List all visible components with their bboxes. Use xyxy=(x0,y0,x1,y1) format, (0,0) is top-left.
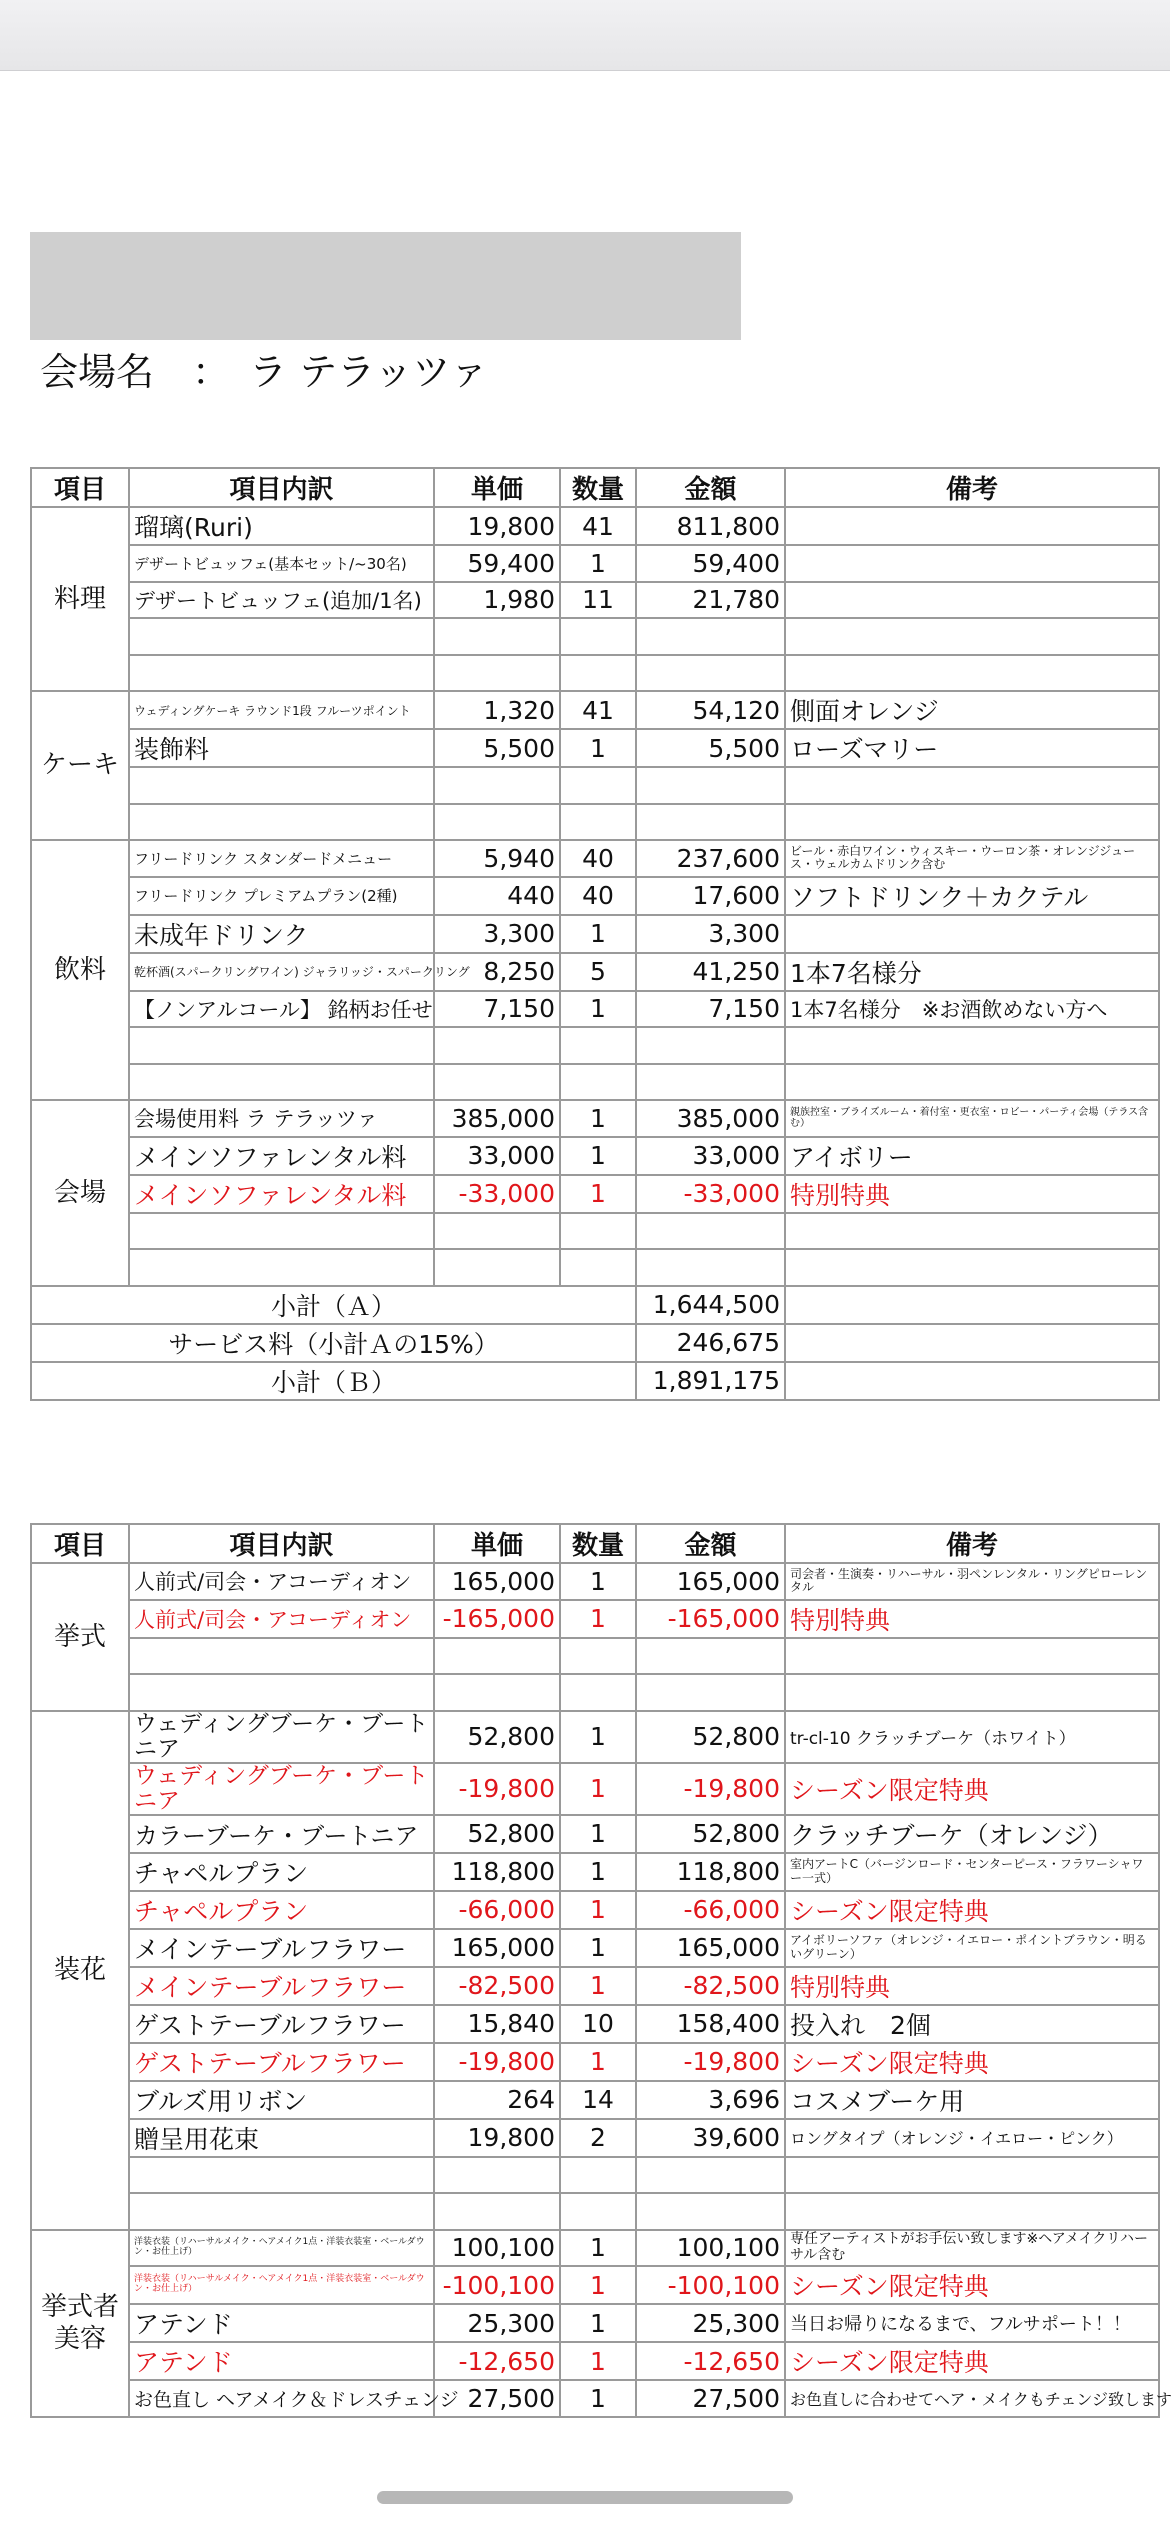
qty-cell: 1 xyxy=(560,1137,636,1175)
price-cell: 7,150 xyxy=(434,991,560,1028)
price-cell: 5,940 xyxy=(434,840,560,877)
header-price: 単価 xyxy=(434,1524,560,1563)
table-row xyxy=(31,545,1159,582)
table-row xyxy=(31,877,1159,915)
amount-cell: 21,780 xyxy=(636,582,785,619)
table-row xyxy=(31,953,1159,991)
amount-cell: 237,600 xyxy=(636,840,785,877)
amount-cell: 33,000 xyxy=(636,1137,785,1175)
table-row-empty xyxy=(31,767,1159,804)
amount-cell: 59,400 xyxy=(636,545,785,582)
amount-cell: 39,600 xyxy=(636,2119,785,2157)
qty-cell: 14 xyxy=(560,2081,636,2119)
price-cell: -33,000 xyxy=(434,1175,560,1213)
note-cell xyxy=(785,545,1159,582)
amount-cell: 25,300 xyxy=(636,2304,785,2342)
item-cell: デザートビュッフェ(追加/1名) xyxy=(129,582,434,619)
amount-cell: 385,000 xyxy=(636,1100,785,1137)
price-cell: 52,800 xyxy=(434,1711,560,1763)
item-cell: アテンド xyxy=(129,2304,434,2342)
note-cell: tr-cl-10 クラッチブーケ（ホワイト） xyxy=(785,1711,1159,1763)
qty-cell: 1 xyxy=(560,2230,636,2267)
note-cell xyxy=(785,915,1159,953)
amount-cell: 5,500 xyxy=(636,729,785,767)
price-cell: 118,800 xyxy=(434,1853,560,1891)
subtotal-a-row xyxy=(31,1286,1159,1324)
note-cell: 側面オレンジ xyxy=(785,691,1159,729)
qty-cell: 41 xyxy=(560,691,636,729)
note-cell: ローズマリー xyxy=(785,729,1159,767)
qty-cell: 1 xyxy=(560,1763,636,1815)
table-row-discount xyxy=(31,2043,1159,2081)
price-cell: 19,800 xyxy=(434,2119,560,2157)
note-cell: コスメブーケ用 xyxy=(785,2081,1159,2119)
amount-cell: 158,400 xyxy=(636,2005,785,2043)
table-row xyxy=(31,1711,1159,1763)
table-row xyxy=(31,840,1159,877)
note-cell: 専任アーティストがお手伝い致します※ヘアメイクリハーサル含む xyxy=(785,2230,1159,2267)
qty-cell: 1 xyxy=(560,545,636,582)
header-category: 項目 xyxy=(31,1524,129,1563)
table-row-empty xyxy=(31,1249,1159,1286)
table-row xyxy=(31,1815,1159,1853)
qty-cell: 40 xyxy=(560,877,636,915)
table-row xyxy=(31,691,1159,729)
estimate-table-2 xyxy=(30,1523,1172,2418)
price-cell: 33,000 xyxy=(434,1137,560,1175)
subtotal-a-amount: 1,644,500 xyxy=(636,1286,785,1324)
amount-cell: 3,300 xyxy=(636,915,785,953)
note-cell: 司会者・生演奏・リハーサル・羽ペンレンタル・リングピローレンタル xyxy=(785,1563,1159,1600)
table-row xyxy=(31,1563,1159,1600)
venue-name: 会場名 ： ラ テラッツァ xyxy=(40,350,488,394)
table-row xyxy=(31,1137,1159,1175)
header-amount: 金額 xyxy=(636,1524,785,1563)
subtotal-b-amount: 1,891,175 xyxy=(636,1362,785,1400)
table-row-discount xyxy=(31,2342,1159,2380)
note-cell: シーズン限定特典 xyxy=(785,2266,1159,2304)
price-cell: 1,320 xyxy=(434,691,560,729)
header-qty: 数量 xyxy=(560,468,636,507)
note-cell xyxy=(785,507,1159,545)
price-cell: 15,840 xyxy=(434,2005,560,2043)
qty-cell: 1 xyxy=(560,1711,636,1763)
estimate-table-1 xyxy=(30,467,1160,1401)
qty-cell: 1 xyxy=(560,2043,636,2081)
amount-cell: -33,000 xyxy=(636,1175,785,1213)
item-cell: 【ノンアルコール】 銘柄お任せ xyxy=(129,991,434,1028)
amount-cell: 54,120 xyxy=(636,691,785,729)
table-row xyxy=(31,2119,1159,2157)
item-cell: メインテーブルフラワー xyxy=(129,1929,434,1967)
qty-cell: 1 xyxy=(560,915,636,953)
price-cell: -100,100 xyxy=(434,2266,560,2304)
note-cell xyxy=(785,582,1159,619)
note-cell: シーズン限定特典 xyxy=(785,2043,1159,2081)
qty-cell: 1 xyxy=(560,1853,636,1891)
qty-cell: 1 xyxy=(560,2342,636,2380)
table-header-row xyxy=(31,468,1159,507)
amount-cell: 118,800 xyxy=(636,1853,785,1891)
amount-cell: -165,000 xyxy=(636,1600,785,1638)
table-row xyxy=(31,507,1159,545)
amount-cell: 811,800 xyxy=(636,507,785,545)
amount-cell: -19,800 xyxy=(636,2043,785,2081)
amount-cell: 165,000 xyxy=(636,1563,785,1600)
table-row-discount xyxy=(31,1175,1159,1213)
amount-cell: 27,500 xyxy=(636,2380,785,2417)
table-row xyxy=(31,2380,1159,2417)
table-row xyxy=(31,2304,1159,2342)
item-cell: カラーブーケ・ブートニア xyxy=(129,1815,434,1853)
price-cell: 1,980 xyxy=(434,582,560,619)
subtotal-b-row xyxy=(31,1362,1159,1400)
table-row-empty xyxy=(31,655,1159,692)
item-cell: チャペルプラン xyxy=(129,1891,434,1929)
qty-cell: 1 xyxy=(560,1929,636,1967)
table-row-empty xyxy=(31,1213,1159,1250)
table-row xyxy=(31,2005,1159,2043)
item-cell: ゲストテーブルフラワー xyxy=(129,2005,434,2043)
note-cell: 室内アートC（バージンロード・センターピース・フラワーシャワー一式） xyxy=(785,1853,1159,1891)
table-row xyxy=(31,915,1159,953)
price-cell: 385,000 xyxy=(434,1100,560,1137)
item-cell: アテンド xyxy=(129,2342,434,2380)
service-charge-row xyxy=(31,1324,1159,1362)
item-cell: メインソファレンタル料 xyxy=(129,1175,434,1213)
redacted-block xyxy=(30,232,741,340)
qty-cell: 1 xyxy=(560,1175,636,1213)
table-header-row xyxy=(31,1524,1159,1563)
note-cell: アイボリー xyxy=(785,1137,1159,1175)
table-row-empty xyxy=(31,618,1159,655)
qty-cell: 1 xyxy=(560,1891,636,1929)
horizontal-scrollbar[interactable] xyxy=(377,2491,793,2504)
price-cell: 59,400 xyxy=(434,545,560,582)
table-row-empty xyxy=(31,1064,1159,1101)
qty-cell: 2 xyxy=(560,2119,636,2157)
item-cell: 未成年ドリンク xyxy=(129,915,434,953)
item-cell: フリードリンク プレミアムプラン(2種) xyxy=(129,877,434,915)
item-cell: 贈呈用花束 xyxy=(129,2119,434,2157)
amount-cell: -12,650 xyxy=(636,2342,785,2380)
item-cell: 人前式/司会・アコーディオン xyxy=(129,1600,434,1638)
price-cell: 3,300 xyxy=(434,915,560,953)
note-cell: アイボリーソファ（オレンジ・イエロー・ポイントブラウン・明るいグリーン） xyxy=(785,1929,1159,1967)
price-cell: -82,500 xyxy=(434,1967,560,2005)
item-cell: デザートビュッフェ(基本セット/~30名) xyxy=(129,545,434,582)
table-row-empty xyxy=(31,2157,1159,2194)
header-price: 単価 xyxy=(434,468,560,507)
qty-cell: 1 xyxy=(560,991,636,1028)
amount-cell: 17,600 xyxy=(636,877,785,915)
item-cell: 乾杯酒(スパークリングワイン) ジャラリッジ・スパークリング xyxy=(129,953,434,991)
qty-cell: 1 xyxy=(560,2304,636,2342)
price-cell: 27,500 xyxy=(434,2380,560,2417)
note-cell: シーズン限定特典 xyxy=(785,2342,1159,2380)
item-cell: 人前式/司会・アコーディオン xyxy=(129,1563,434,1600)
table-row xyxy=(31,582,1159,619)
qty-cell: 1 xyxy=(560,729,636,767)
item-cell: メインソファレンタル料 xyxy=(129,1137,434,1175)
price-cell: 100,100 xyxy=(434,2230,560,2267)
note-cell: 投入れ 2個 xyxy=(785,2005,1159,2043)
item-cell: 会場使用料 ラ テラッツァ xyxy=(129,1100,434,1137)
note-cell: シーズン限定特典 xyxy=(785,1763,1159,1815)
price-cell: 264 xyxy=(434,2081,560,2119)
item-cell: メインテーブルフラワー xyxy=(129,1967,434,2005)
amount-cell: -82,500 xyxy=(636,1967,785,2005)
header-amount: 金額 xyxy=(636,468,785,507)
table-row-empty xyxy=(31,1674,1159,1711)
item-cell: フリードリンク スタンダードメニュー xyxy=(129,840,434,877)
table-row-empty xyxy=(31,1638,1159,1675)
note-cell: 1本7名様分 ※お酒飲めない方へ xyxy=(785,991,1159,1028)
header-category: 項目 xyxy=(31,468,129,507)
price-cell: -19,800 xyxy=(434,1763,560,1815)
category-cell: 料理 xyxy=(31,507,129,691)
qty-cell: 41 xyxy=(560,507,636,545)
item-cell: お色直し ヘアメイク＆ドレスチェンジ xyxy=(129,2380,434,2417)
item-cell: 瑠璃(Ruri) xyxy=(129,507,434,545)
item-cell: 装飾料 xyxy=(129,729,434,767)
service-charge-label: サービス料（小計Ａの15%） xyxy=(31,1324,636,1362)
category-cell: 会場 xyxy=(31,1100,129,1286)
status-bar xyxy=(0,0,1170,71)
note-cell: クラッチブーケ（オレンジ） xyxy=(785,1815,1159,1853)
price-cell: -66,000 xyxy=(434,1891,560,1929)
amount-cell: -19,800 xyxy=(636,1763,785,1815)
table-row-discount xyxy=(31,2266,1159,2304)
note-cell: 特別特典 xyxy=(785,1967,1159,2005)
qty-cell: 10 xyxy=(560,2005,636,2043)
header-qty: 数量 xyxy=(560,1524,636,1563)
item-cell: 洋装衣装（リハーサルメイク・ヘアメイク1点・洋装衣装室・ベールダウン・お仕上げ） xyxy=(129,2266,434,2304)
qty-cell: 1 xyxy=(560,1600,636,1638)
amount-cell: -100,100 xyxy=(636,2266,785,2304)
subtotal-a-label: 小計（Ａ） xyxy=(31,1286,636,1324)
price-cell: -165,000 xyxy=(434,1600,560,1638)
qty-cell: 40 xyxy=(560,840,636,877)
qty-cell: 1 xyxy=(560,1563,636,1600)
note-cell: お色直しに合わせてヘア・メイクもチェンジ致します xyxy=(785,2380,1159,2417)
header-item: 項目内訳 xyxy=(129,1524,434,1563)
qty-cell: 1 xyxy=(560,1967,636,2005)
table-row xyxy=(31,2230,1159,2267)
table-row-discount xyxy=(31,1600,1159,1638)
price-cell: -19,800 xyxy=(434,2043,560,2081)
service-charge-amount: 246,675 xyxy=(636,1324,785,1362)
qty-cell: 1 xyxy=(560,1100,636,1137)
table-row-empty xyxy=(31,1027,1159,1064)
table-row xyxy=(31,1929,1159,1967)
category-cell: 挙式者美容 xyxy=(31,2230,129,2417)
qty-cell: 1 xyxy=(560,2266,636,2304)
category-cell: ケーキ xyxy=(31,691,129,840)
header-note: 備考 xyxy=(785,468,1159,507)
item-cell: ブルズ用リボン xyxy=(129,2081,434,2119)
amount-cell: 3,696 xyxy=(636,2081,785,2119)
table-row xyxy=(31,2081,1159,2119)
table-row-discount xyxy=(31,1763,1159,1815)
amount-cell: 7,150 xyxy=(636,991,785,1028)
table-row xyxy=(31,991,1159,1028)
amount-cell: -66,000 xyxy=(636,1891,785,1929)
price-cell: 5,500 xyxy=(434,729,560,767)
amount-cell: 165,000 xyxy=(636,1929,785,1967)
table-row xyxy=(31,1853,1159,1891)
amount-cell: 100,100 xyxy=(636,2230,785,2267)
table-row-empty xyxy=(31,804,1159,841)
price-cell: 52,800 xyxy=(434,1815,560,1853)
note-cell: ロングタイプ（オレンジ・イエロー・ピンク） xyxy=(785,2119,1159,2157)
amount-cell: 52,800 xyxy=(636,1815,785,1853)
table-row-discount xyxy=(31,1967,1159,2005)
table-row-empty xyxy=(31,2193,1159,2230)
amount-cell: 41,250 xyxy=(636,953,785,991)
header-note: 備考 xyxy=(785,1524,1159,1563)
item-cell: 洋装衣装（リハーサルメイク・ヘアメイク1点・洋装衣装室・ベールダウン・お仕上げ） xyxy=(129,2230,434,2267)
amount-cell: 52,800 xyxy=(636,1711,785,1763)
note-cell: ソフトドリンク＋カクテル xyxy=(785,877,1159,915)
category-cell: 飲料 xyxy=(31,840,129,1100)
item-cell: ウェディングケーキ ラウンド1段 フルーツポイント xyxy=(129,691,434,729)
note-cell: 親族控室・ブライズルーム・着付室・更衣室・ロビー・パーティ会場（テラス含む） xyxy=(785,1100,1159,1137)
price-cell: 440 xyxy=(434,877,560,915)
table-row xyxy=(31,729,1159,767)
item-cell: ウェディングブーケ・ブートニア xyxy=(129,1763,434,1815)
price-cell: -12,650 xyxy=(434,2342,560,2380)
note-cell: 当日お帰りになるまで、フルサポート！！ xyxy=(785,2304,1159,2342)
table-row xyxy=(31,1100,1159,1137)
qty-cell: 5 xyxy=(560,953,636,991)
note-cell: ビール・赤白ワイン・ウィスキー・ウーロン茶・オレンジジュース・ウェルカムドリンク含む xyxy=(785,840,1159,877)
item-cell: チャペルプラン xyxy=(129,1853,434,1891)
note-cell: 特別特典 xyxy=(785,1175,1159,1213)
note-cell: シーズン限定特典 xyxy=(785,1891,1159,1929)
note-cell: 1本7名様分 xyxy=(785,953,1159,991)
price-cell: 165,000 xyxy=(434,1929,560,1967)
category-cell: 挙式 xyxy=(31,1563,129,1711)
price-cell: 19,800 xyxy=(434,507,560,545)
price-cell: 25,300 xyxy=(434,2304,560,2342)
qty-cell: 1 xyxy=(560,1815,636,1853)
qty-cell: 1 xyxy=(560,2380,636,2417)
table-row-discount xyxy=(31,1891,1159,1929)
item-cell: ウェディングブーケ・ブートニア xyxy=(129,1711,434,1763)
item-cell: ゲストテーブルフラワー xyxy=(129,2043,434,2081)
category-cell: 装花 xyxy=(31,1711,129,2230)
note-cell: 特別特典 xyxy=(785,1600,1159,1638)
price-cell: 165,000 xyxy=(434,1563,560,1600)
subtotal-b-label: 小計（Ｂ） xyxy=(31,1362,636,1400)
price-cell: 8,250 xyxy=(434,953,560,991)
qty-cell: 11 xyxy=(560,582,636,619)
header-item: 項目内訳 xyxy=(129,468,434,507)
